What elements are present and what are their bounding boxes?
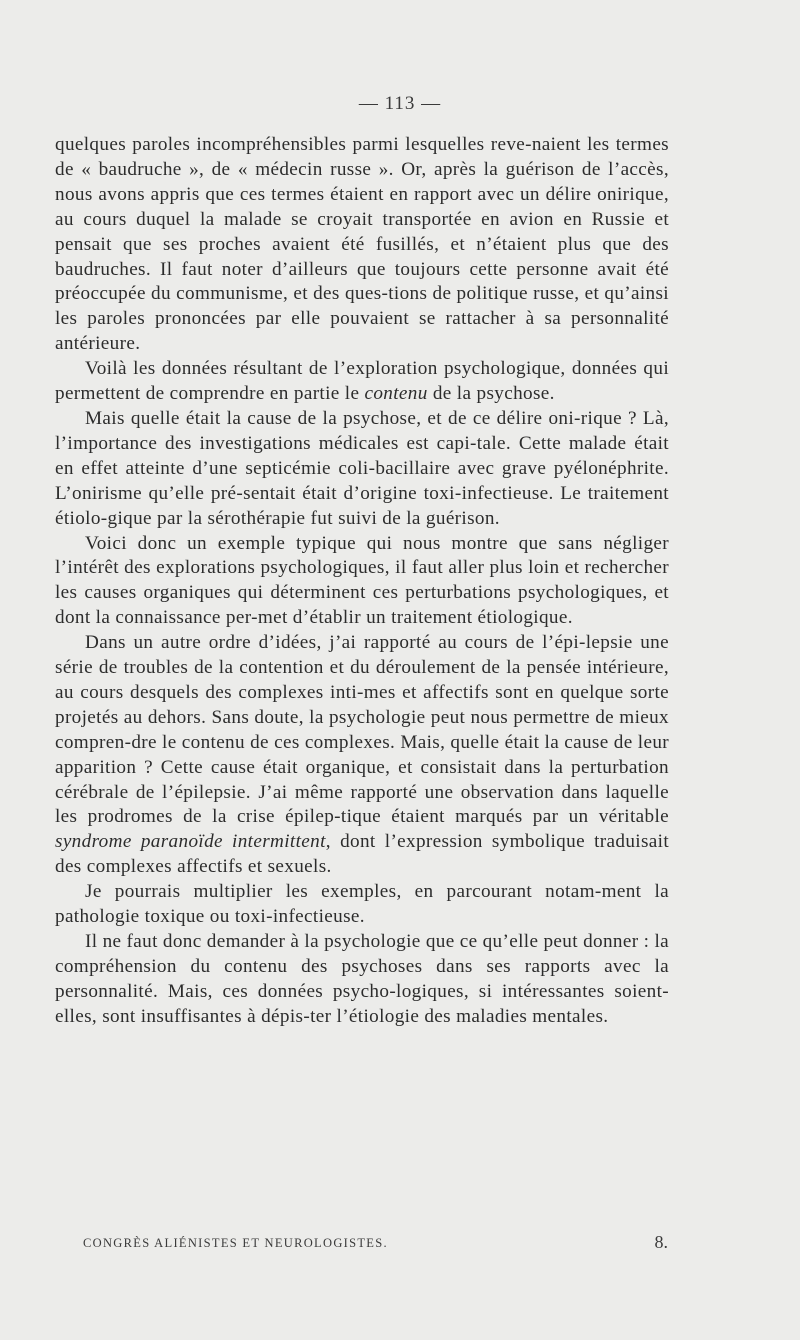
- paragraph: [55, 133, 669, 357]
- paragraph-text: Mais quelle était la cause de la psychose, et de ce délire oni-rique ? Là, l’importance des investigations médicales est capi-tale. Cette malade était en effet atteinte d’une septicémie coli-bacillaire avec grave pyélonéphrite. L’onirisme qu’elle pré-sentait était d’origine toxi-infectieuse. Le traitement étiolo-gique par la sérothérapie fut suivi de la guérison.: [55, 407, 669, 529]
- paragraph: [55, 631, 669, 880]
- paragraph-text: Il ne faut donc demander à la psychologie que ce qu’elle peut donner : la compréhension du contenu des psychoses dans ses rapports avec la personnalité. Mais, ces données psycho-logiques, si intéressantes soient-elles, sont insuffisantes à dépis-ter l’étiologie des maladies mentales.: [55, 931, 669, 1027]
- paragraph: [55, 532, 669, 632]
- signature-mark: 8.: [654, 1232, 668, 1252]
- paragraph-text: Voilà les données résultant de l’exploration psychologique, données qui permettent de comprendre en partie le: [55, 358, 669, 405]
- paragraph-text: Dans un autre ordre d’idées, j’ai rapporté au cours de l’épi-lepsie une série de troubles de la contention et du déroulement de la pensée intérieure, au cours desquels des complexes inti-mes et affectifs sont en quelque sorte projetés au dehors. Sans doute, la psychologie peut nous permettre de mieux compren-dre le contenu de ces complexes. Mais, quelle était la cause de leur apparition ? Cette cause était organique, et consistait dans la perturbation cérébrale de l’épilepsie. J’ai même rapporté une observation dans laquelle les prodromes de la crise épilep-tique étaient marqués par un véritable: [55, 632, 669, 828]
- italic-text: contenu: [364, 383, 428, 405]
- page-number: — 113 —: [358, 93, 442, 114]
- paragraph: [55, 880, 669, 930]
- paragraph-text: Voici donc un exemple typique qui nous montre que sans négliger l’intérêt des explorations psychologiques, il faut aller plus loin et rechercher les causes organiques qui déterminent ces perturbations psychologiques, et dont la connaissance per-met d’établir un traitement étiologique.: [55, 532, 669, 629]
- italic-text: syndrome paranoïde intermittent: [55, 831, 326, 853]
- paragraph-text: de la psychose.: [427, 383, 555, 405]
- paragraph-text: Je pourrais multiplier les exemples, en parcourant notam-ment la pathologie toxique ou toxi-infectieuse.: [55, 881, 669, 928]
- paragraph: [55, 930, 669, 1030]
- paragraph-text: , dont l’expression symbolique traduisait des complexes affectifs et sexuels.: [55, 831, 670, 878]
- paragraph: [55, 357, 669, 407]
- signature-text: CONGRÈS ALIÉNISTES ET NEUROLOGISTES.: [83, 1236, 388, 1250]
- body-text: [55, 133, 669, 1030]
- paragraph-text: quelques paroles incompréhensibles parmi lesquelles reve-naient les termes de « baudruche », de « médecin russe ». Or, après la guérison de l’accès, nous avons appris que ces termes étaient en rapport avec un délire onirique, au cours duquel la malade se croyait transportée en avion en Russie et pensait que ses proches avaient été fusillés, et n’étaient plus que des baudruches. Il faut noter d’ailleurs que toujours cette personne avait été préoccupée du communisme, et des ques-tions de politique russe, et qu’ainsi les paroles prononcées par elle pouvaient se rattacher à sa personnalité antérieure.: [55, 134, 669, 355]
- paragraph: [55, 407, 669, 532]
